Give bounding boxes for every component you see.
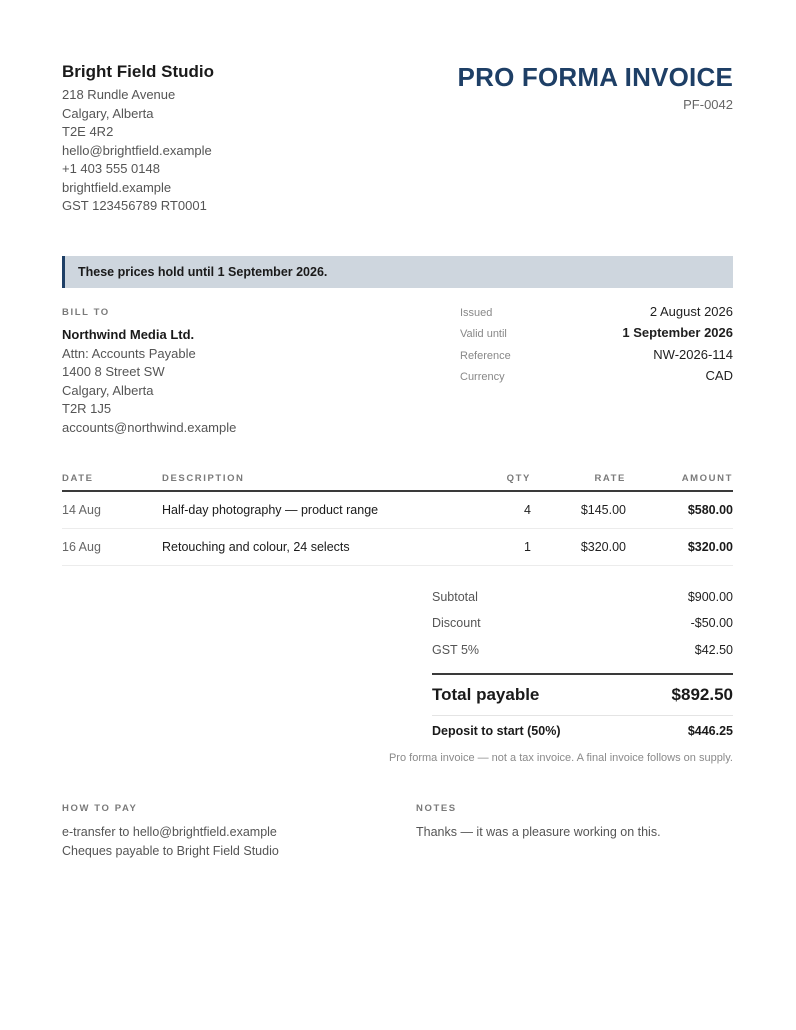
disclaimer-note: Pro forma invoice — not a tax invoice. A final invoice follows on supply. bbox=[388, 752, 733, 764]
tax-value: $42.50 bbox=[694, 642, 733, 657]
meta-row-currency bbox=[460, 368, 733, 389]
meta-row-issued bbox=[460, 304, 733, 325]
meta-value: 2 August 2026 bbox=[649, 304, 733, 319]
column-header-rate: RATE bbox=[531, 466, 626, 491]
row-qty: 4 bbox=[471, 491, 531, 529]
table-header-row bbox=[62, 466, 733, 491]
meta-value: 1 September 2026 bbox=[622, 325, 733, 341]
subtotal-value: $900.00 bbox=[687, 590, 733, 605]
column-header-date: DATE bbox=[62, 466, 162, 491]
notes-text: Thanks — it was a pleasure working on this. bbox=[416, 825, 661, 839]
validity-banner: These prices hold until 1 September 2026. bbox=[62, 256, 733, 288]
deposit-row bbox=[432, 716, 733, 746]
row-date: 14 Aug bbox=[62, 491, 162, 529]
client-street: 1400 8 Street SW bbox=[62, 364, 165, 379]
discount-row bbox=[432, 610, 733, 636]
deposit-value: $446.25 bbox=[687, 723, 733, 738]
row-date: 16 Aug bbox=[62, 529, 162, 566]
document-title: PRO FORMA INVOICE bbox=[457, 62, 733, 92]
column-header-description: DESCRIPTION bbox=[162, 466, 471, 491]
company-gst-number: GST 123456789 RT0001 bbox=[62, 198, 207, 213]
row-amount: $320.00 bbox=[626, 529, 733, 566]
column-header-qty: QTY bbox=[471, 466, 531, 491]
company-phone: +1 403 555 0148 bbox=[62, 161, 160, 176]
document-number: PF-0042 bbox=[683, 97, 733, 112]
total-payable-row bbox=[432, 675, 733, 716]
client-email: accounts@northwind.example bbox=[62, 419, 237, 435]
tax-row bbox=[432, 637, 733, 663]
meta-value: CAD bbox=[705, 367, 733, 383]
company-postcode: T2E 4R2 bbox=[62, 124, 114, 139]
line-items-table bbox=[62, 466, 733, 566]
company-name: Bright Field Studio bbox=[62, 62, 215, 81]
meta-value: NW-2026-114 bbox=[653, 346, 733, 362]
company-city: Calgary, Alberta bbox=[62, 105, 154, 121]
notes-block bbox=[416, 803, 733, 842]
totals-block bbox=[432, 584, 733, 746]
row-amount: $580.00 bbox=[626, 491, 733, 529]
payment-method-cheque: Cheques payable to Bright Field Studio bbox=[62, 843, 279, 858]
total-payable-value: $892.50 bbox=[671, 684, 733, 704]
client-name: Northwind Media Ltd. bbox=[62, 327, 195, 342]
bill-to-block bbox=[62, 307, 392, 437]
table-row bbox=[62, 529, 733, 566]
meta-key: Issued bbox=[460, 307, 493, 319]
tax-label: GST 5% bbox=[432, 642, 480, 657]
subtotal-label: Subtotal bbox=[432, 590, 478, 605]
how-to-pay-block bbox=[62, 803, 392, 860]
row-description: Half-day photography — product range bbox=[162, 491, 471, 529]
table-row bbox=[62, 491, 733, 529]
row-description: Retouching and colour, 24 selects bbox=[162, 529, 471, 566]
company-block bbox=[62, 61, 392, 216]
row-rate: $320.00 bbox=[531, 529, 626, 566]
meta-key: Reference bbox=[460, 349, 511, 362]
row-rate: $145.00 bbox=[531, 491, 626, 529]
discount-label: Discount bbox=[432, 616, 481, 631]
company-street: 218 Rundle Avenue bbox=[62, 87, 176, 102]
invoice-meta bbox=[460, 304, 733, 389]
company-address bbox=[62, 86, 392, 216]
column-header-amount: AMOUNT bbox=[626, 466, 733, 491]
meta-row-valid-until bbox=[460, 325, 733, 346]
notes-label: NOTES bbox=[416, 803, 457, 814]
bill-to-label: BILL TO bbox=[62, 307, 110, 318]
client-address bbox=[62, 345, 392, 438]
discount-value: -$50.00 bbox=[690, 616, 733, 631]
company-email: hello@brightfield.example bbox=[62, 142, 212, 158]
payment-method-etransfer: e-transfer to hello@brightfield.example bbox=[62, 825, 277, 839]
client-attention: Attn: Accounts Payable bbox=[62, 345, 196, 361]
invoice-page bbox=[62, 0, 733, 1030]
company-website: brightfield.example bbox=[62, 179, 172, 195]
subtotal-row bbox=[432, 584, 733, 610]
deposit-label: Deposit to start (50%) bbox=[432, 723, 561, 738]
client-postcode: T2R 1J5 bbox=[62, 401, 112, 416]
meta-key: Currency bbox=[460, 370, 505, 383]
row-qty: 1 bbox=[471, 529, 531, 566]
total-payable-label: Total payable bbox=[432, 684, 540, 704]
document-heading bbox=[413, 60, 733, 114]
how-to-pay-label: HOW TO PAY bbox=[62, 803, 138, 814]
meta-row-reference bbox=[460, 347, 733, 368]
meta-key: Valid until bbox=[460, 328, 507, 341]
client-city: Calgary, Alberta bbox=[62, 382, 154, 398]
